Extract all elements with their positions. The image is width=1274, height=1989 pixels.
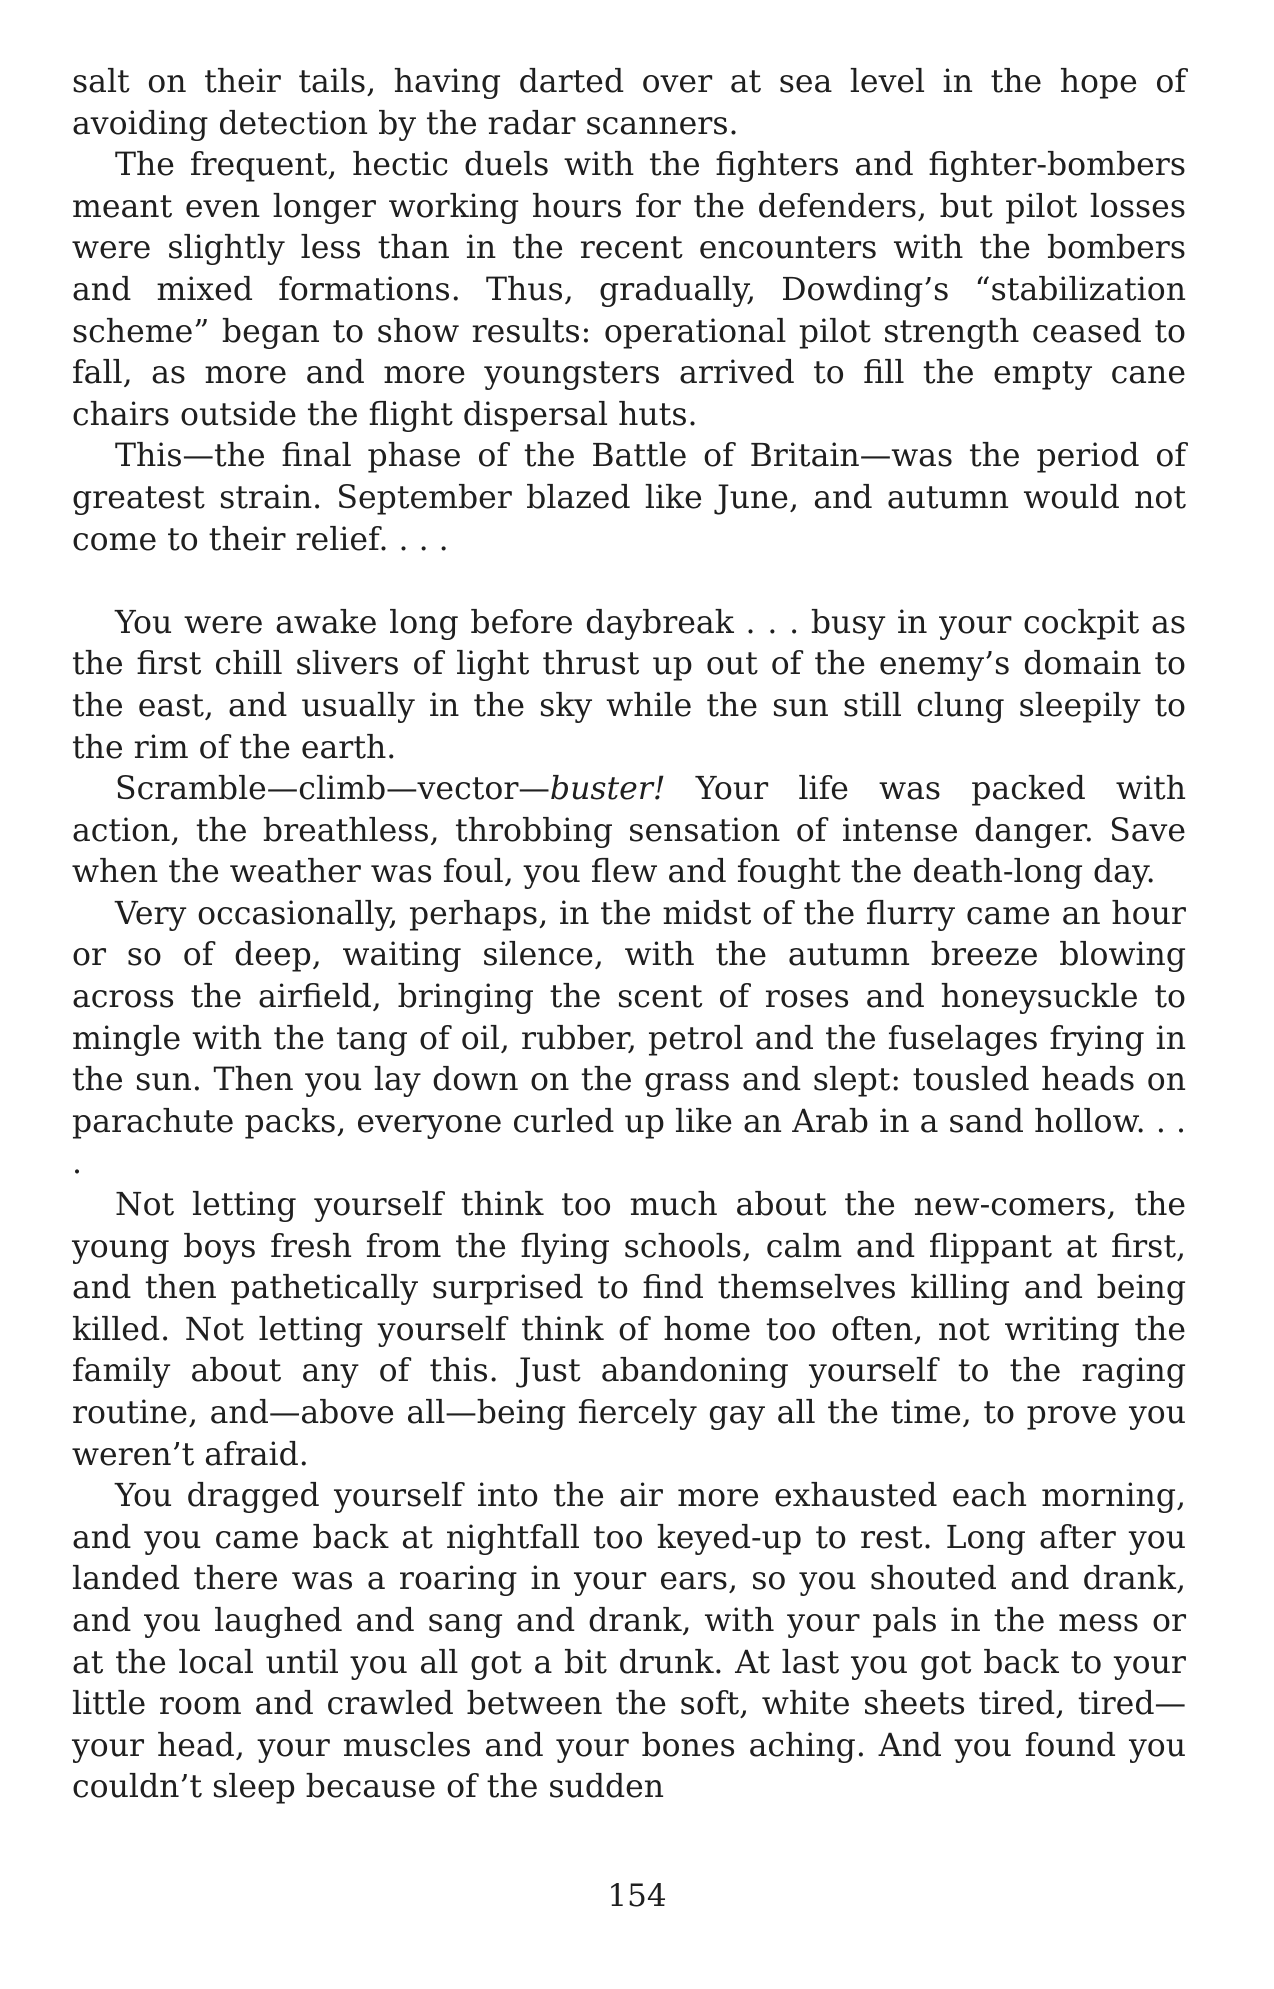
italic-word: buster! <box>549 771 666 808</box>
paragraph: The frequent, hectic duels with the fighters and fighter-bombers meant even longer working hours for the defenders, but pilot losses were slightly less than in the recent encounters with the bombers and mixed formations. Thus, gradually, Dowding’s “stabilization scheme” began to show results: operational pilot strength ceased to fall, as more and more youngsters arrived to fill the empty cane chairs outside the flight dispersal huts. <box>72 147 1186 433</box>
page-number: 154 <box>607 1878 667 1914</box>
paragraph: Very occasionally, perhaps, in the midst of the flurry came an hour or so of deep, waiting silence, with the autumn breeze blowing across the airfield, bringing the scent of roses and honeysuckle to mingle with the tang of oil, rubber, petrol and the fuselages frying in the sun. Then you lay down on the grass and slept: tousled heads on parachute packs, everyone curled up like an Arab in a sand hollow. . . . <box>72 895 1186 1182</box>
paragraph-text: Scramble—climb—vector— <box>115 771 550 808</box>
paragraph-text: Your life was packed with action, the breathless, throbbing sensation of intense danger. Save when the weather was foul, you flew and fought the death-long day. <box>72 771 1186 891</box>
paragraph: You were awake long before daybreak . . . busy in your cockpit as the first chill slivers of light thrust up out of the enemy’s domain to the east, and usually in the sky while the sun still clung sleepily to the rim of the earth. <box>72 604 1186 766</box>
paragraph: This—the final phase of the Battle of Britain—was the period of greatest strain. September blazed like June, and autumn would not come to their relief. . . . <box>72 438 1186 558</box>
paragraph: Not letting yourself think too much about the new-comers, the young boys fresh from the flying schools, calm and flippant at first, and then pathetically surprised to find themselves killing and being killed. Not letting yourself think of home too often, not writing the family about any of this. Just abandoning yourself to the raging routine, and—above all—being fiercely gay all the time, to prove you weren’t afraid. <box>72 1187 1186 1473</box>
body-text <box>72 62 1186 1809</box>
paragraph <box>72 769 1186 894</box>
paragraph: You dragged yourself into the air more exhausted each morning, and you came back at nightfall too keyed-up to rest. Long after you landed there was a roaring in your ears, so you shouted and drank, and you laughed and sang and drank, with your pals in the mess or at the local until you all got a bit drunk. At last you got back to your little room and crawled between the soft, white sheets tired, tired—your head, your muscles and your bones aching. And you found you couldn’t sleep because of the sudden <box>72 1478 1186 1806</box>
paragraph: salt on their tails, having darted over at sea level in the hope of avoiding detection by the radar scanners. <box>72 64 1186 142</box>
